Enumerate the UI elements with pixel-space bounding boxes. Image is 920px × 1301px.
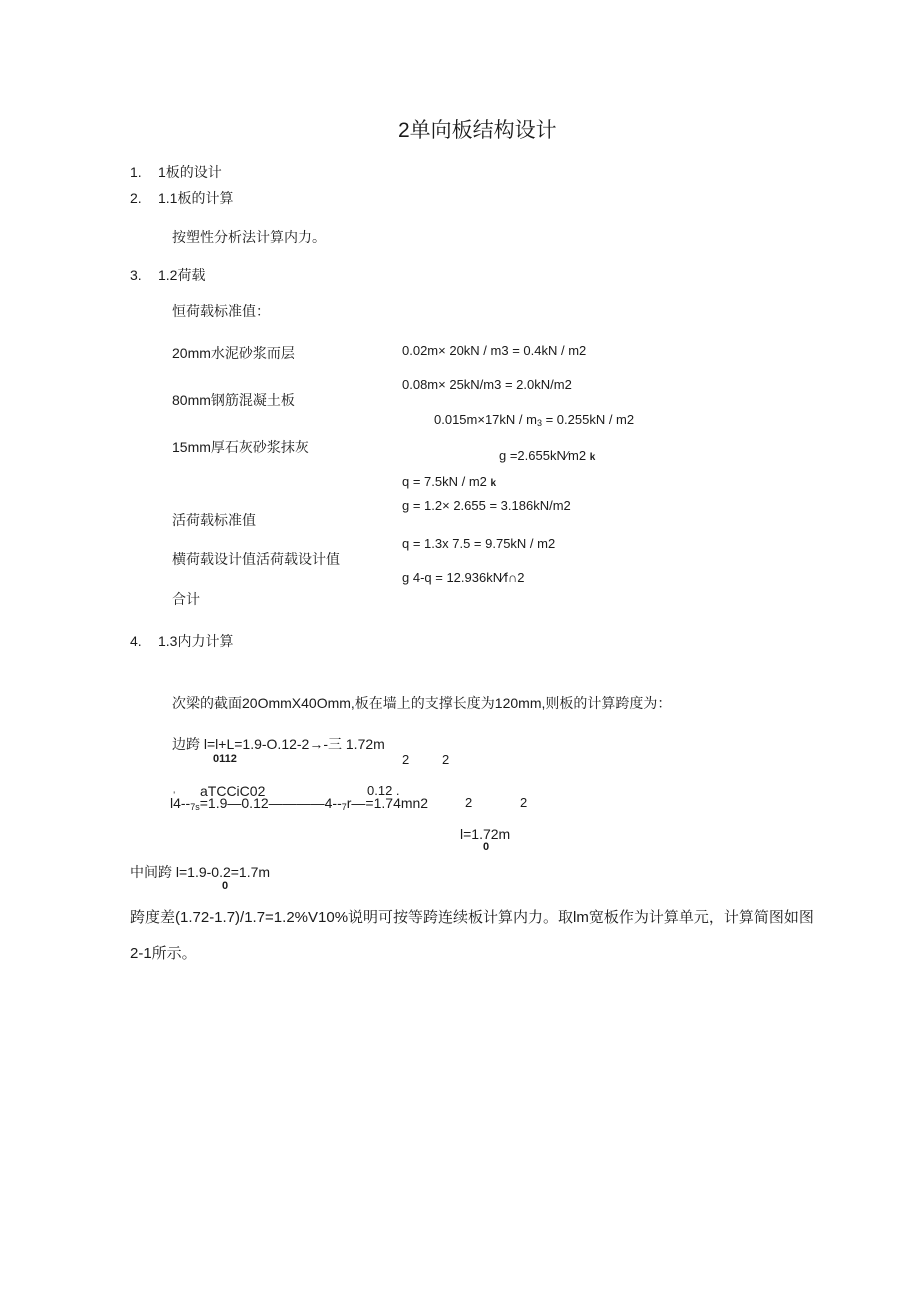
edge-span-line: 边跨 l=l+L=1.9-O.12-2→-三 1.72m	[172, 736, 385, 752]
heading-text: 1.3内力计算	[158, 633, 234, 649]
value-part: 0.015m×17kN / m	[434, 412, 537, 427]
heading-number: 2.	[130, 190, 142, 206]
l0-value: l=1.72m	[460, 826, 511, 842]
heading-2	[130, 191, 233, 205]
value-part: = 0.255kN / m2	[541, 412, 635, 427]
heading-4	[130, 634, 233, 648]
load-row1-label: 20mm水泥砂浆而层	[172, 345, 295, 361]
value-part: q = 7.5kN / m2	[402, 474, 487, 489]
edge-span-denominator: 2	[520, 795, 528, 810]
sum-label: 合计	[172, 591, 200, 607]
q-design-value: q = 1.3x 7.5 = 9.75kN / m2	[402, 536, 556, 551]
design-load-label: 横荷载设计值活荷载设计值	[172, 551, 340, 567]
heading-text: 1板的设计	[158, 164, 222, 180]
heading-number: 3.	[130, 267, 142, 283]
value-part: g =2.655kN⁄m2	[499, 448, 587, 463]
formula-part: r—=1.74mn2	[346, 795, 429, 811]
formula-part: =1.9—0.12————4--	[199, 795, 342, 811]
load-row2-value: 0.08m× 25kN/m3 = 2.0kN/m2	[402, 377, 572, 392]
subscript: 7s	[190, 802, 200, 812]
page-title: 2单向板结构设计	[398, 119, 557, 142]
middle-span-subscript: 0	[222, 880, 229, 892]
span-intro: 次梁的截面20OmmX40Omm,板在墙上的支撑长度为120mm,则板的计算跨度为：	[172, 695, 672, 711]
subscript: k	[589, 452, 596, 463]
qk-value	[402, 475, 496, 489]
live-load-label: 活荷载标准值	[172, 512, 256, 528]
dead-load-label: 恒荷载标准值：	[172, 303, 270, 319]
fraction-numerator: aTCCiC02	[200, 783, 266, 799]
gk-value	[499, 449, 595, 463]
heading-3	[130, 268, 205, 282]
load-row3-label: 15mm厚石灰砂浆抹灰	[172, 439, 309, 455]
edge-span-line2	[170, 796, 428, 812]
subscript: 7	[341, 802, 347, 812]
method-text: 按塑性分析法计算内力。	[172, 229, 326, 245]
load-row2-label: 80mm钢筋混凝土板	[172, 392, 295, 408]
fraction-tick: ˌ	[172, 779, 177, 794]
subscript: 3	[536, 418, 542, 428]
edge-span-denominator: 2	[465, 795, 473, 810]
sum-value: g 4-q = 12.936kN∕f∩2	[402, 570, 525, 585]
fraction-numerator: 0.12 .	[367, 783, 400, 798]
load-row3-value	[434, 413, 634, 428]
subscript: k	[490, 478, 497, 489]
heading-number: 1.	[130, 164, 142, 180]
edge-span-denominator: 2	[402, 752, 410, 767]
conclusion-text-end: 2-1所示。	[130, 945, 197, 962]
conclusion-text: 跨度差(1.72-1.7)/1.7=1.2%V10%说明可按等跨连续板计算内力。取lm宽板作为计算单元，计算简图如图	[130, 909, 814, 926]
g-design-value: g = 1.2× 2.655 = 3.186kN/m2	[402, 498, 571, 513]
middle-span-line: 中间跨 l=1.9-0.2=1.7m	[130, 864, 271, 880]
formula-part: l4--	[170, 795, 191, 811]
edge-span-subscript: 0112	[213, 753, 237, 765]
heading-text: 1.1板的计算	[158, 190, 234, 206]
edge-span-denominator: 2	[442, 752, 450, 767]
l0-subscript: 0	[483, 841, 490, 853]
heading-number: 4.	[130, 633, 142, 649]
heading-text: 1.2荷载	[158, 267, 206, 283]
heading-1	[130, 165, 222, 179]
load-row1-value: 0.02m× 20kN / m3 = 0.4kN / m2	[402, 343, 587, 358]
